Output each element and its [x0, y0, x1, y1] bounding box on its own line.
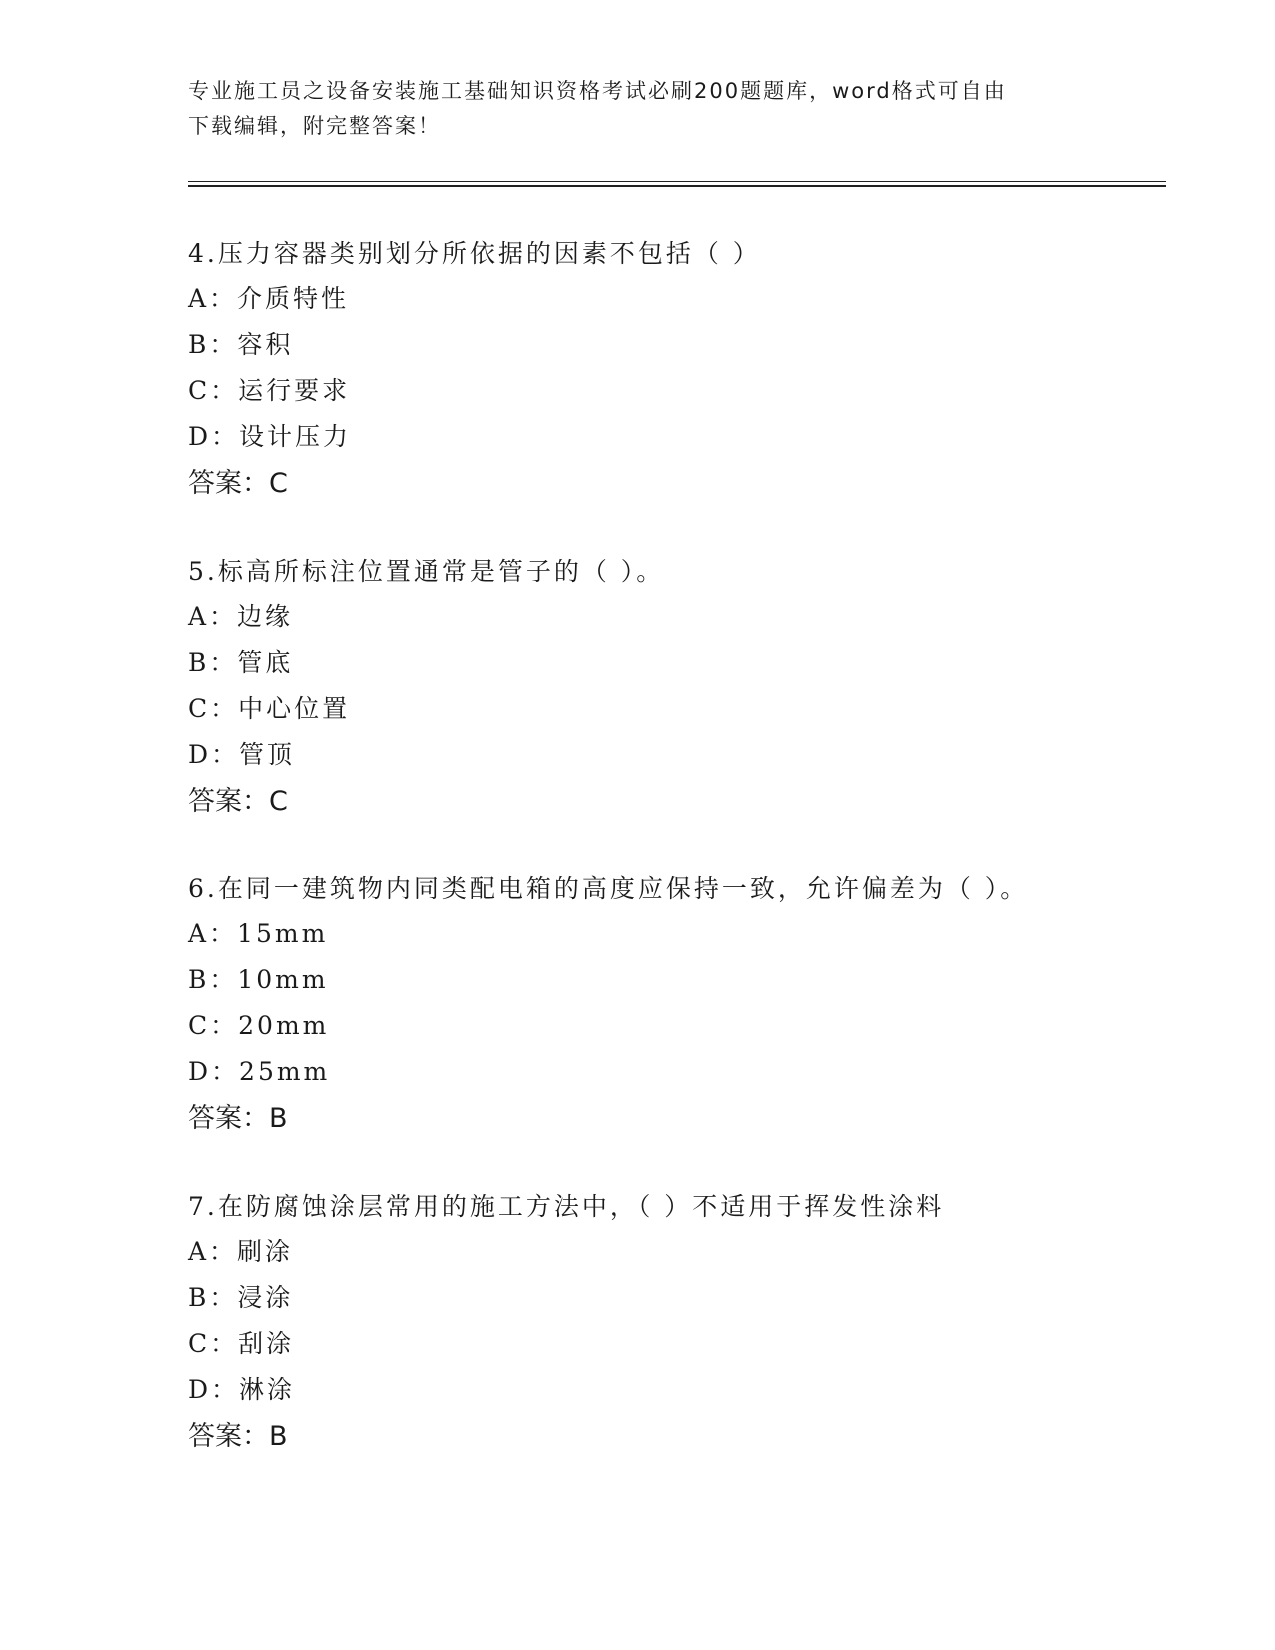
option-b: B：10mm: [188, 965, 329, 994]
option-a: A：刷涂: [188, 1237, 294, 1266]
option-c: C：运行要求: [188, 376, 351, 405]
question-stem: 5.标高所标注位置通常是管子的（ ）。: [188, 557, 665, 586]
question-stem: 7.在防腐蚀涂层常用的施工方法中，（ ）不适用于挥发性涂料: [188, 1192, 945, 1221]
option-d: D：25mm: [188, 1057, 331, 1086]
question-6: [188, 866, 1148, 1142]
option-b: B：浸涂: [188, 1283, 294, 1312]
question-7: [188, 1184, 1148, 1460]
option-b: B：容积: [188, 330, 294, 359]
answer-line: 答案：C: [188, 786, 288, 817]
option-c: C：中心位置: [188, 694, 351, 723]
option-c: C：刮涂: [188, 1329, 295, 1358]
option-b: B：管底: [188, 648, 294, 677]
header-divider-top: [188, 181, 1166, 182]
document-header: [188, 74, 1088, 144]
question-stem: 6.在同一建筑物内同类配电箱的高度应保持一致，允许偏差为（ ）。: [188, 874, 1029, 903]
option-a: A：15mm: [188, 919, 329, 948]
option-d: D：淋涂: [188, 1375, 296, 1404]
option-c: C：20mm: [188, 1011, 330, 1040]
header-line-2: 下载编辑，附完整答案！: [188, 114, 441, 138]
option-d: D：设计压力: [188, 422, 352, 451]
option-a: A：边缘: [188, 602, 294, 631]
question-5: [188, 549, 1148, 825]
option-d: D：管顶: [188, 740, 296, 769]
question-stem: 4.压力容器类别划分所依据的因素不包括（ ）: [188, 239, 761, 268]
answer-line: 答案：C: [188, 468, 288, 499]
answer-line: 答案：B: [188, 1421, 288, 1452]
question-4: [188, 231, 1148, 507]
answer-line: 答案：B: [188, 1103, 288, 1134]
option-a: A：介质特性: [188, 284, 350, 313]
header-line-1: 专业施工员之设备安装施工基础知识资格考试必刷200题题库，word格式可自由: [188, 79, 1007, 103]
header-divider-bottom: [188, 185, 1166, 187]
